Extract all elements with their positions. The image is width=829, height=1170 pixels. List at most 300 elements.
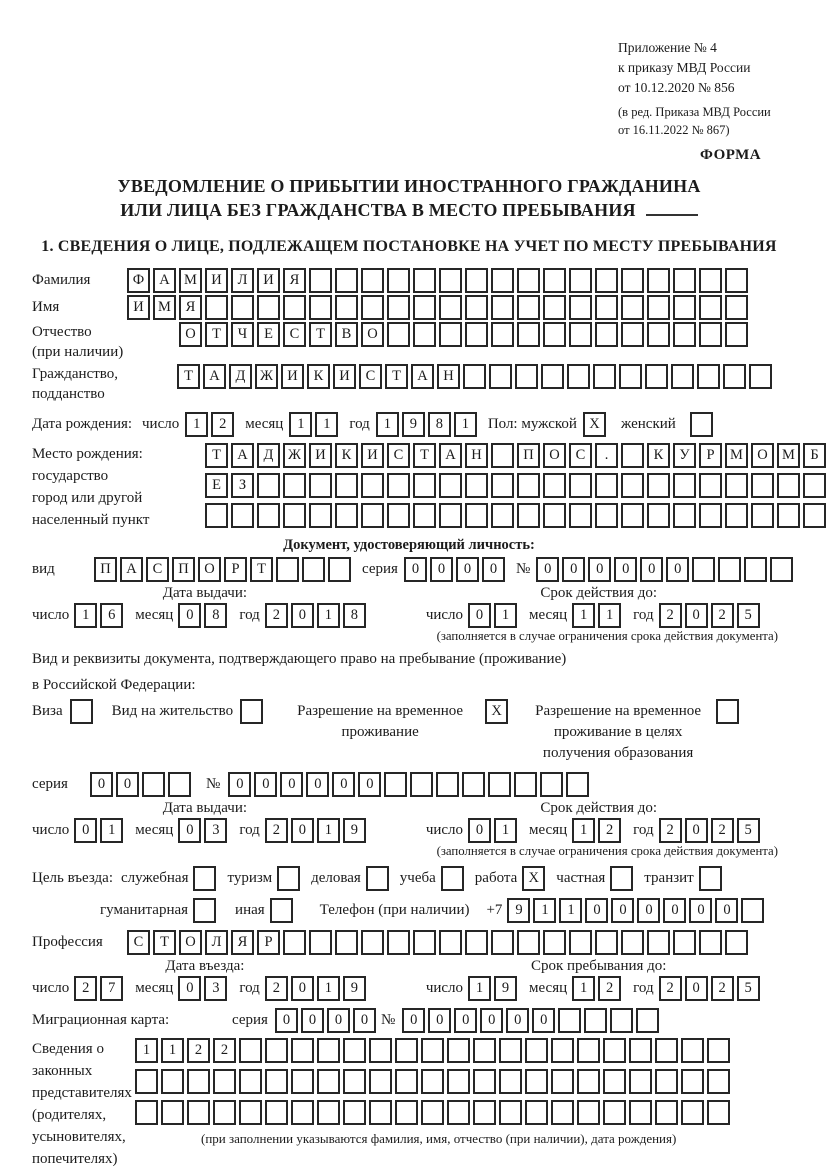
char-cell[interactable]: И <box>309 443 332 468</box>
char-cell[interactable]: О <box>179 322 202 347</box>
char-cell[interactable] <box>681 1069 704 1094</box>
char-cell[interactable]: 8 <box>343 603 366 628</box>
char-cell[interactable]: 0 <box>456 557 479 582</box>
char-cell[interactable]: 1 <box>468 976 491 1001</box>
char-cell[interactable] <box>421 1038 444 1063</box>
char-cell[interactable]: И <box>361 443 384 468</box>
char-cell[interactable]: 0 <box>404 557 427 582</box>
char-cell[interactable]: К <box>647 443 670 468</box>
char-cell[interactable]: 0 <box>715 898 738 923</box>
char-cell[interactable] <box>205 503 228 528</box>
char-cell[interactable] <box>803 473 826 498</box>
char-cell[interactable]: 0 <box>178 818 201 843</box>
char-cell[interactable] <box>213 1100 236 1125</box>
char-cell[interactable] <box>465 322 488 347</box>
char-cell[interactable] <box>309 503 332 528</box>
char-cell[interactable]: О <box>361 322 384 347</box>
char-cell[interactable] <box>491 443 514 468</box>
char-cell[interactable] <box>413 268 436 293</box>
char-cell[interactable]: 2 <box>187 1038 210 1063</box>
char-cell[interactable] <box>335 503 358 528</box>
char-cell[interactable]: Т <box>177 364 200 389</box>
char-cell[interactable] <box>491 473 514 498</box>
char-cell[interactable]: И <box>281 364 304 389</box>
char-cell[interactable] <box>447 1038 470 1063</box>
char-cell[interactable] <box>621 473 644 498</box>
char-cell[interactable]: 1 <box>572 976 595 1001</box>
char-cell[interactable]: Н <box>437 364 460 389</box>
char-cell[interactable] <box>413 322 436 347</box>
char-cell[interactable] <box>276 557 299 582</box>
char-cell[interactable]: Д <box>229 364 252 389</box>
char-cell[interactable] <box>577 1069 600 1094</box>
char-cell[interactable] <box>439 322 462 347</box>
char-cell[interactable]: П <box>517 443 540 468</box>
char-cell[interactable] <box>777 473 800 498</box>
char-cell[interactable] <box>239 1100 262 1125</box>
char-cell[interactable]: 2 <box>598 976 621 1001</box>
char-cell[interactable]: 2 <box>211 412 234 437</box>
char-cell[interactable]: 0 <box>332 772 355 797</box>
char-cell[interactable]: 9 <box>494 976 517 1001</box>
char-cell[interactable] <box>621 930 644 955</box>
char-cell[interactable] <box>421 1100 444 1125</box>
char-cell[interactable]: Р <box>257 930 280 955</box>
char-cell[interactable]: 2 <box>659 603 682 628</box>
char-cell[interactable] <box>387 503 410 528</box>
char-cell[interactable] <box>499 1100 522 1125</box>
char-cell[interactable] <box>699 268 722 293</box>
char-cell[interactable] <box>395 1100 418 1125</box>
char-cell[interactable]: М <box>179 268 202 293</box>
char-cell[interactable] <box>135 1069 158 1094</box>
char-cell[interactable] <box>205 295 228 320</box>
char-cell[interactable] <box>361 930 384 955</box>
char-cell[interactable]: 5 <box>737 818 760 843</box>
char-cell[interactable] <box>436 772 459 797</box>
char-cell[interactable] <box>361 268 384 293</box>
char-cell[interactable]: 0 <box>291 603 314 628</box>
char-cell[interactable] <box>517 930 540 955</box>
char-cell[interactable] <box>595 322 618 347</box>
char-cell[interactable]: 0 <box>291 976 314 1001</box>
char-cell[interactable]: А <box>153 268 176 293</box>
char-cell[interactable] <box>335 473 358 498</box>
char-cell[interactable] <box>543 473 566 498</box>
char-cell[interactable] <box>335 295 358 320</box>
char-cell[interactable] <box>413 930 436 955</box>
char-cell[interactable] <box>699 503 722 528</box>
char-cell[interactable]: 1 <box>135 1038 158 1063</box>
char-cell[interactable]: Т <box>413 443 436 468</box>
char-cell[interactable] <box>541 364 564 389</box>
char-cell[interactable] <box>168 772 191 797</box>
char-cell[interactable] <box>673 295 696 320</box>
char-cell[interactable] <box>387 322 410 347</box>
char-cell[interactable] <box>421 1069 444 1094</box>
char-cell[interactable]: 5 <box>737 603 760 628</box>
char-cell[interactable]: 0 <box>280 772 303 797</box>
char-cell[interactable] <box>621 268 644 293</box>
char-cell[interactable]: М <box>725 443 748 468</box>
char-cell[interactable] <box>343 1100 366 1125</box>
char-cell[interactable] <box>655 1069 678 1094</box>
char-cell[interactable] <box>645 364 668 389</box>
char-cell[interactable]: З <box>231 473 254 498</box>
char-cell[interactable] <box>603 1038 626 1063</box>
char-cell[interactable]: Л <box>231 268 254 293</box>
char-cell[interactable] <box>387 268 410 293</box>
char-cell[interactable] <box>135 1100 158 1125</box>
char-cell[interactable]: А <box>231 443 254 468</box>
char-cell[interactable] <box>619 364 642 389</box>
char-cell[interactable] <box>413 503 436 528</box>
char-cell[interactable]: 8 <box>204 603 227 628</box>
char-cell[interactable]: 0 <box>291 818 314 843</box>
char-cell[interactable]: А <box>203 364 226 389</box>
char-cell[interactable]: 0 <box>358 772 381 797</box>
char-cell[interactable]: 0 <box>254 772 277 797</box>
char-cell[interactable] <box>647 295 670 320</box>
char-cell[interactable] <box>239 1069 262 1094</box>
char-cell[interactable]: 0 <box>585 898 608 923</box>
char-cell[interactable]: И <box>127 295 150 320</box>
char-cell[interactable] <box>369 1100 392 1125</box>
char-cell[interactable] <box>621 503 644 528</box>
char-cell[interactable]: 0 <box>430 557 453 582</box>
char-cell[interactable] <box>70 699 93 724</box>
char-cell[interactable]: 0 <box>402 1008 425 1033</box>
char-cell[interactable] <box>803 503 826 528</box>
char-cell[interactable] <box>603 1069 626 1094</box>
char-cell[interactable] <box>465 930 488 955</box>
char-cell[interactable]: 0 <box>640 557 663 582</box>
char-cell[interactable]: 0 <box>482 557 505 582</box>
char-cell[interactable] <box>439 295 462 320</box>
char-cell[interactable]: 1 <box>494 818 517 843</box>
char-cell[interactable] <box>462 772 485 797</box>
char-cell[interactable] <box>257 503 280 528</box>
char-cell[interactable] <box>265 1038 288 1063</box>
char-cell[interactable]: И <box>333 364 356 389</box>
char-cell[interactable]: 9 <box>343 818 366 843</box>
char-cell[interactable] <box>491 503 514 528</box>
char-cell[interactable] <box>283 930 306 955</box>
char-cell[interactable] <box>277 866 300 891</box>
char-cell[interactable] <box>257 473 280 498</box>
char-cell[interactable] <box>283 295 306 320</box>
char-cell[interactable] <box>447 1069 470 1094</box>
char-cell[interactable] <box>473 1100 496 1125</box>
char-cell[interactable] <box>629 1100 652 1125</box>
char-cell[interactable] <box>725 930 748 955</box>
char-cell[interactable] <box>707 1038 730 1063</box>
char-cell[interactable]: 1 <box>494 603 517 628</box>
char-cell[interactable]: Ж <box>283 443 306 468</box>
char-cell[interactable] <box>463 364 486 389</box>
char-cell[interactable] <box>770 557 793 582</box>
char-cell[interactable] <box>369 1069 392 1094</box>
char-cell[interactable] <box>265 1100 288 1125</box>
char-cell[interactable] <box>569 322 592 347</box>
char-cell[interactable] <box>629 1038 652 1063</box>
char-cell[interactable]: 0 <box>301 1008 324 1033</box>
char-cell[interactable]: 0 <box>536 557 559 582</box>
char-cell[interactable] <box>270 898 293 923</box>
char-cell[interactable] <box>142 772 165 797</box>
char-cell[interactable] <box>595 930 618 955</box>
char-cell[interactable] <box>699 930 722 955</box>
char-cell[interactable] <box>387 930 410 955</box>
char-cell[interactable] <box>361 473 384 498</box>
char-cell[interactable] <box>777 503 800 528</box>
char-cell[interactable] <box>187 1100 210 1125</box>
char-cell[interactable]: Я <box>231 930 254 955</box>
char-cell[interactable]: 1 <box>185 412 208 437</box>
char-cell[interactable] <box>725 268 748 293</box>
char-cell[interactable]: 1 <box>317 603 340 628</box>
char-cell[interactable] <box>655 1038 678 1063</box>
char-cell[interactable] <box>387 473 410 498</box>
char-cell[interactable]: . <box>595 443 618 468</box>
char-cell[interactable] <box>410 772 433 797</box>
char-cell[interactable] <box>187 1069 210 1094</box>
char-cell[interactable]: О <box>751 443 774 468</box>
char-cell[interactable]: 0 <box>614 557 637 582</box>
char-cell[interactable] <box>621 295 644 320</box>
char-cell[interactable]: 0 <box>685 818 708 843</box>
char-cell[interactable] <box>491 322 514 347</box>
char-cell[interactable] <box>584 1008 607 1033</box>
char-cell[interactable] <box>257 295 280 320</box>
char-cell[interactable] <box>725 473 748 498</box>
char-cell[interactable]: 2 <box>265 976 288 1001</box>
char-cell[interactable]: 0 <box>275 1008 298 1033</box>
char-cell[interactable] <box>343 1069 366 1094</box>
char-cell[interactable] <box>551 1069 574 1094</box>
char-cell[interactable]: 2 <box>74 976 97 1001</box>
char-cell[interactable] <box>543 930 566 955</box>
char-cell[interactable]: Р <box>224 557 247 582</box>
char-cell[interactable]: П <box>172 557 195 582</box>
char-cell[interactable] <box>317 1038 340 1063</box>
char-cell[interactable] <box>725 322 748 347</box>
char-cell[interactable]: А <box>120 557 143 582</box>
char-cell[interactable] <box>725 295 748 320</box>
char-cell[interactable]: 0 <box>454 1008 477 1033</box>
char-cell[interactable] <box>343 1038 366 1063</box>
char-cell[interactable] <box>595 473 618 498</box>
char-cell[interactable] <box>543 268 566 293</box>
char-cell[interactable] <box>655 1100 678 1125</box>
char-cell[interactable] <box>335 268 358 293</box>
char-cell[interactable]: О <box>198 557 221 582</box>
char-cell[interactable] <box>569 473 592 498</box>
char-cell[interactable] <box>595 503 618 528</box>
char-cell[interactable]: К <box>335 443 358 468</box>
char-cell[interactable]: 0 <box>228 772 251 797</box>
char-cell[interactable] <box>413 473 436 498</box>
char-cell[interactable]: 7 <box>100 976 123 1001</box>
char-cell[interactable] <box>699 322 722 347</box>
char-cell[interactable]: 0 <box>637 898 660 923</box>
char-cell[interactable]: 5 <box>737 976 760 1001</box>
char-cell[interactable]: С <box>569 443 592 468</box>
char-cell[interactable] <box>517 322 540 347</box>
char-cell[interactable]: 0 <box>74 818 97 843</box>
char-cell[interactable]: 6 <box>100 603 123 628</box>
char-cell[interactable]: М <box>777 443 800 468</box>
char-cell[interactable]: 1 <box>572 818 595 843</box>
char-cell[interactable] <box>692 557 715 582</box>
char-cell[interactable]: 2 <box>711 818 734 843</box>
char-cell[interactable] <box>473 1038 496 1063</box>
char-cell[interactable] <box>699 866 722 891</box>
char-cell[interactable] <box>699 473 722 498</box>
char-cell[interactable] <box>309 295 332 320</box>
char-cell[interactable]: 1 <box>100 818 123 843</box>
char-cell[interactable] <box>569 268 592 293</box>
char-cell[interactable]: 0 <box>588 557 611 582</box>
char-cell[interactable]: 9 <box>343 976 366 1001</box>
char-cell[interactable]: 2 <box>711 603 734 628</box>
char-cell[interactable]: Т <box>309 322 332 347</box>
char-cell[interactable] <box>361 295 384 320</box>
char-cell[interactable] <box>603 1100 626 1125</box>
char-cell[interactable] <box>240 699 263 724</box>
char-cell[interactable]: X <box>522 866 545 891</box>
char-cell[interactable] <box>517 473 540 498</box>
char-cell[interactable]: Т <box>385 364 408 389</box>
char-cell[interactable] <box>193 898 216 923</box>
char-cell[interactable] <box>441 866 464 891</box>
char-cell[interactable] <box>302 557 325 582</box>
char-cell[interactable] <box>751 503 774 528</box>
char-cell[interactable]: 1 <box>572 603 595 628</box>
char-cell[interactable]: X <box>583 412 606 437</box>
char-cell[interactable]: 0 <box>666 557 689 582</box>
char-cell[interactable] <box>558 1008 581 1033</box>
char-cell[interactable]: П <box>94 557 117 582</box>
char-cell[interactable]: 1 <box>161 1038 184 1063</box>
char-cell[interactable] <box>629 1069 652 1094</box>
char-cell[interactable] <box>673 268 696 293</box>
char-cell[interactable] <box>525 1038 548 1063</box>
char-cell[interactable] <box>387 295 410 320</box>
char-cell[interactable] <box>673 503 696 528</box>
char-cell[interactable] <box>317 1069 340 1094</box>
char-cell[interactable] <box>488 772 511 797</box>
char-cell[interactable] <box>213 1069 236 1094</box>
char-cell[interactable] <box>569 295 592 320</box>
char-cell[interactable] <box>577 1038 600 1063</box>
char-cell[interactable] <box>595 268 618 293</box>
char-cell[interactable] <box>525 1069 548 1094</box>
char-cell[interactable]: Е <box>205 473 228 498</box>
char-cell[interactable] <box>636 1008 659 1033</box>
char-cell[interactable]: С <box>387 443 410 468</box>
char-cell[interactable]: О <box>179 930 202 955</box>
char-cell[interactable]: Б <box>803 443 826 468</box>
char-cell[interactable] <box>161 1069 184 1094</box>
char-cell[interactable]: 0 <box>428 1008 451 1033</box>
char-cell[interactable]: 3 <box>204 976 227 1001</box>
char-cell[interactable] <box>465 295 488 320</box>
char-cell[interactable] <box>543 503 566 528</box>
char-cell[interactable]: 0 <box>327 1008 350 1033</box>
char-cell[interactable] <box>489 364 512 389</box>
char-cell[interactable]: 2 <box>659 818 682 843</box>
char-cell[interactable] <box>647 473 670 498</box>
char-cell[interactable]: 1 <box>317 818 340 843</box>
char-cell[interactable] <box>465 473 488 498</box>
char-cell[interactable] <box>473 1069 496 1094</box>
char-cell[interactable]: Ч <box>231 322 254 347</box>
char-cell[interactable] <box>239 1038 262 1063</box>
char-cell[interactable]: 0 <box>532 1008 555 1033</box>
char-cell[interactable]: Т <box>250 557 273 582</box>
char-cell[interactable] <box>413 295 436 320</box>
char-cell[interactable]: 1 <box>376 412 399 437</box>
char-cell[interactable]: 3 <box>204 818 227 843</box>
char-cell[interactable] <box>681 1038 704 1063</box>
char-cell[interactable]: С <box>146 557 169 582</box>
char-cell[interactable] <box>366 866 389 891</box>
char-cell[interactable] <box>161 1100 184 1125</box>
char-cell[interactable] <box>265 1069 288 1094</box>
char-cell[interactable] <box>335 930 358 955</box>
char-cell[interactable]: Я <box>179 295 202 320</box>
char-cell[interactable]: 2 <box>598 818 621 843</box>
char-cell[interactable] <box>317 1100 340 1125</box>
char-cell[interactable] <box>566 772 589 797</box>
char-cell[interactable] <box>361 503 384 528</box>
char-cell[interactable] <box>283 503 306 528</box>
char-cell[interactable] <box>309 473 332 498</box>
char-cell[interactable]: А <box>411 364 434 389</box>
char-cell[interactable]: 2 <box>659 976 682 1001</box>
char-cell[interactable] <box>671 364 694 389</box>
char-cell[interactable] <box>723 364 746 389</box>
char-cell[interactable] <box>567 364 590 389</box>
char-cell[interactable]: 0 <box>90 772 113 797</box>
char-cell[interactable]: 9 <box>507 898 530 923</box>
char-cell[interactable]: Я <box>283 268 306 293</box>
char-cell[interactable]: У <box>673 443 696 468</box>
char-cell[interactable]: 0 <box>480 1008 503 1033</box>
char-cell[interactable] <box>439 503 462 528</box>
char-cell[interactable] <box>517 503 540 528</box>
char-cell[interactable]: С <box>127 930 150 955</box>
char-cell[interactable]: Т <box>153 930 176 955</box>
char-cell[interactable]: Е <box>257 322 280 347</box>
char-cell[interactable] <box>447 1100 470 1125</box>
char-cell[interactable]: Л <box>205 930 228 955</box>
char-cell[interactable] <box>291 1100 314 1125</box>
char-cell[interactable]: Т <box>205 443 228 468</box>
char-cell[interactable] <box>673 473 696 498</box>
char-cell[interactable] <box>231 295 254 320</box>
char-cell[interactable]: 1 <box>315 412 338 437</box>
char-cell[interactable] <box>525 1100 548 1125</box>
char-cell[interactable] <box>291 1038 314 1063</box>
char-cell[interactable]: В <box>335 322 358 347</box>
char-cell[interactable] <box>707 1069 730 1094</box>
char-cell[interactable] <box>384 772 407 797</box>
char-cell[interactable] <box>439 473 462 498</box>
char-cell[interactable]: 0 <box>663 898 686 923</box>
char-cell[interactable] <box>395 1038 418 1063</box>
